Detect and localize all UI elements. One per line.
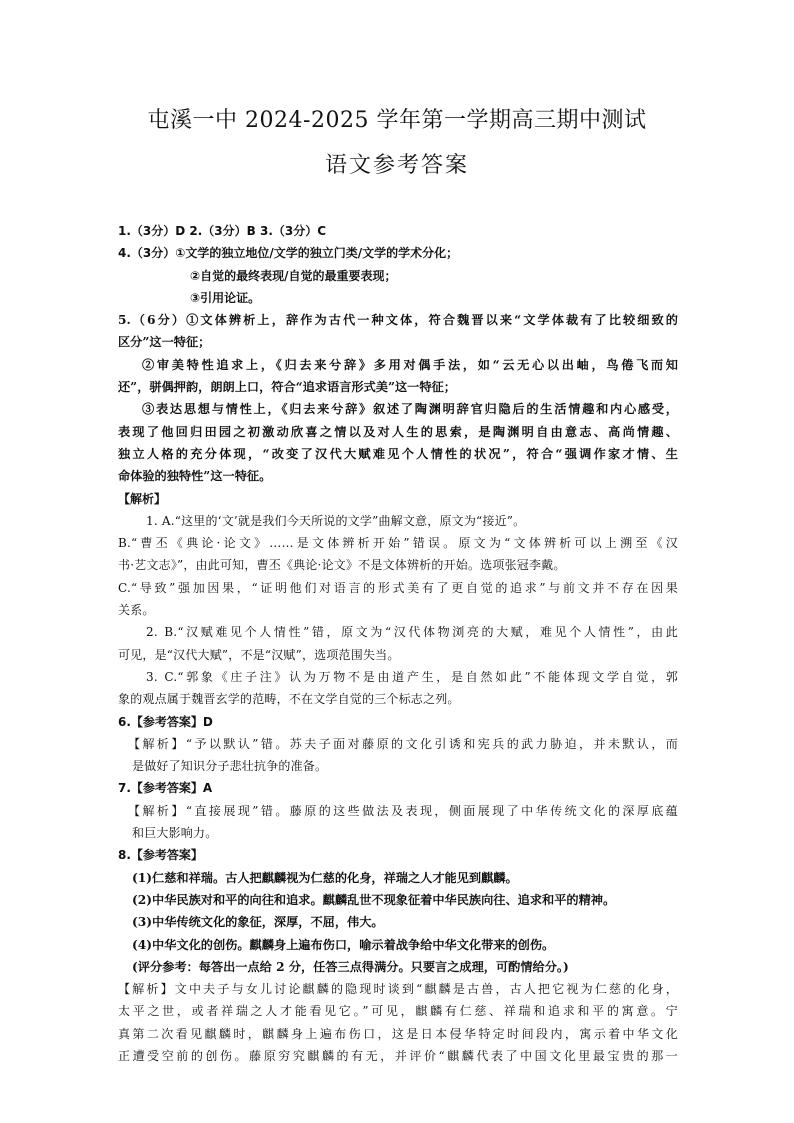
answer-q8-4: (4)中华文化的创伤。麒麟身上遍布伤口，喻示着战争给中华文化带来的创伤。: [132, 937, 555, 952]
scoring-note: (评分参考：每答出一点给 2 分，任答三点得满分。只要言之成理，可酌情给分。): [132, 959, 569, 974]
answer-line-4-3: ③引用论证。: [190, 290, 261, 305]
analysis-q1-c-cont: 关系。: [118, 603, 155, 618]
answer-line-5-2-cont: 还”，骈偶押韵，朗朗上口，符合“追求语言形式美”这一特征；: [118, 380, 456, 395]
analysis-q8-cont1: 太平之世，或者祥瑞之人才能看见它。”可见，麒麟有仁慈、祥瑞和追求和平的寓意。宁: [118, 1004, 678, 1019]
answer-line-5-3-cont1: 表现了他回归田园之初激动欣喜之情以及对人生的思索，是陶渊明自由意志、高尚情趣、: [118, 424, 678, 439]
answer-line-5-2: ②审美特性追求上，《归去来兮辞》多用对偶手法，如“云无心以出岫，鸟倦飞而知: [142, 357, 678, 372]
analysis-q8: 【解析】文中夫子与女儿讨论麒麟的隐现时谈到“麒麟是古兽，古人把它视为仁慈的化身，: [118, 982, 678, 997]
analysis-q8-cont3: 正遭受空前的创伤。藤原穷究麒麟的有无，并评价“麒麟代表了中国文化里最宝贵的那一: [118, 1048, 678, 1063]
analysis-q2-cont: 可见，是“汉代大赋”，不是“汉赋”，选项范围失当。: [118, 647, 400, 662]
answer-q8-2: (2)中华民族对和平的向往和追求。麒麟乱世不现象征着中华民族向往、追求和平的精神。: [132, 892, 616, 907]
analysis-q3: 3. C.“郭象《庄子注》认为万物不是由道产生，是自然如此”不能体现文学自觉，郭: [146, 669, 678, 684]
analysis-q8-cont2: 真第二次看见麒麟时，麒麟身上遍布伤口，这是日本侵华特定时间段内，寓示着中华文化: [118, 1026, 678, 1041]
analysis-q1-a: 1. A.“这里的‘文’就是我们今天所说的文学”曲解文意，原文为“接近”。: [146, 513, 526, 528]
analysis-q6: 【解析】“予以默认”错。苏夫子面对藤原的文化引诱和宪兵的武力胁迫，并未默认，而: [128, 736, 678, 751]
answer-line-5-3-cont3: 命体验的独特性”这一特征。: [118, 469, 272, 484]
answer-q6: 6.【参考答案】D: [118, 714, 213, 729]
answer-line-4: 4.（3分）①文学的独立地位/文学的独立门类/文学的学术分化；: [118, 246, 459, 261]
analysis-q6-cont: 是做好了知识分子悲壮抗争的准备。: [132, 759, 328, 774]
analysis-heading: 【解析】: [118, 491, 167, 506]
analysis-q1-b-cont: 书·艺文志》”，由此可知，曹丕《典论·论文》不是文体辨析的开始。选项张冠李戴。: [118, 558, 566, 573]
answer-line-5-3-cont2: 独立人格的充分体现，“改变了汉代大赋难见个人情性的状况”，符合“强调作家才情、生: [118, 446, 678, 461]
analysis-q7: 【解析】“直接展现”错。藤原的这些做法及表现，侧面展现了中华传统文化的深厚底蕴: [128, 803, 678, 818]
document-subtitle: 语文参考答案: [324, 153, 469, 178]
analysis-q2: 2. B.“汉赋难见个人情性”错，原文为“汉代体物浏亮的大赋，难见个人情性”，由此: [146, 625, 678, 640]
analysis-q1-b: B.“曹丕《典论·论文》……是文体辨析开始”错误。原文为“文体辨析可以上溯至《汉: [118, 536, 678, 551]
answer-line-4-2: ②自觉的最终表现/自觉的最重要表现；: [190, 268, 397, 283]
answer-line-5: 5.（6分）①文体辨析上，辞作为古代一种文体，符合魏晋以来“文学体裁有了比较细致的: [118, 313, 678, 328]
document-title: 屯溪一中 2024-2025 学年第一学期高三期中测试: [147, 108, 647, 133]
analysis-q1-c: C.“导致”强加因果，“证明他们对语言的形式美有了更自觉的追求”与前文并不存在因果: [118, 580, 678, 595]
analysis-q3-cont: 象的观点属于魏晋玄学的范畴，不在文学自觉的三个标志之列。: [118, 692, 460, 707]
answer-q8-1: (1)仁慈和祥瑞。古人把麒麟视为仁慈的化身，祥瑞之人才能见到麒麟。: [132, 870, 518, 885]
analysis-q7-cont: 和巨大影响力。: [132, 826, 218, 841]
answer-q8: 8.【参考答案】: [118, 848, 203, 863]
answer-line-5-3: ③表达思想与情性上，《归去来兮辞》叙述了陶渊明辞官归隐后的生活情趣和内心感受，: [142, 402, 678, 417]
answer-line-1-3: 1.（3分）D 2.（3分）B 3.（3分）C: [118, 224, 327, 238]
answer-q8-3: (3)中华传统文化的象征，深厚，不屈，伟大。: [132, 915, 384, 930]
answer-q7: 7.【参考答案】A: [118, 781, 213, 796]
answer-line-5-cont: 区分”这一特征；: [118, 335, 211, 350]
answer-body: [118, 220, 678, 1067]
